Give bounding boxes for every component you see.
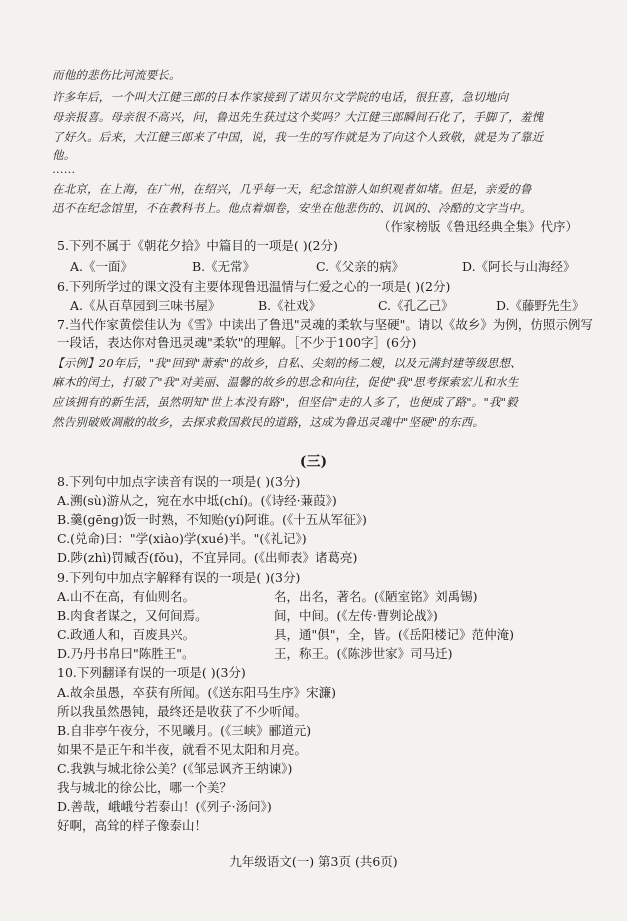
question-7-stem: 7.当代作家黄偿佳认为《雪》中读出了鲁迅"灵魂的柔软与坚硬"。请以《故乡》为例，仿照示例写: [57, 317, 593, 332]
question-8-option[interactable]: D.陟(zhì)罚臧否(fǒu)，不宜异同。(《出师表》诸葛亮): [57, 550, 358, 565]
question-9-option-d[interactable]: D.乃丹书帛曰"陈胜王"。: [57, 646, 195, 661]
question-5-option-a[interactable]: A.《一面》: [70, 259, 134, 274]
passage-line: 在北京，在上海，在广州，在绍兴，几乎每一天，纪念馆游人如织观者如堵。但是，亲爱的鲁: [52, 182, 532, 196]
question-10-translation: 所以我虽然愚钝，最终还是收获了不少听闻。: [57, 704, 308, 719]
question-6-option-b[interactable]: B.《社戏》: [258, 298, 322, 313]
passage-line: 而他的悲伤比河流要长。: [52, 68, 181, 82]
question-5-option-c[interactable]: C.《父亲的病》: [316, 259, 405, 274]
question-9-stem: 9.下列句中加点字解释有误的一项是( )(3分): [57, 570, 301, 585]
question-6-option-a[interactable]: A.《从百草园到三味书屋》: [70, 298, 221, 313]
passage-line: 他。: [52, 148, 76, 162]
question-10-translation: 如果不是正午和半夜，就看不见太阳和月亮。: [57, 742, 308, 757]
question-7-example: 【示例】20年后，"我"回到"萧索"的故乡，自私、尖刻的杨二嫂，以及元满封建等级思想、: [52, 356, 522, 370]
question-9-option-c[interactable]: C.政通人和，百废具兴。: [57, 627, 196, 642]
question-7-example: 麻木的闰土，打破了"我"对美丽、温馨的故乡的思念和向往，促使"我"思考探索宏儿和水生: [52, 375, 519, 389]
question-5-stem: 5.下列不属于《朝花夕拾》中篇目的一项是( )(2分): [57, 238, 338, 253]
question-10-option[interactable]: B.自非亭午夜分，不见曦月。(《三峡》郦道元): [57, 723, 312, 738]
question-7-stem: 一段话，表达你对鲁迅灵魂"柔软"的理解。［不少于100字］(6分): [57, 335, 417, 350]
question-10-option[interactable]: A.故余虽愚，卒获有所闻。(《送东阳马生序》宋濂): [57, 685, 337, 700]
question-9-explanation: 具，通"俱"，全，皆。(《岳阳楼记》范仲淹): [274, 627, 515, 642]
question-7-example: 应该拥有的新生活，虽然明知"世上本没有路"，但坚信"走的人多了，也便成了路"。"我"毅: [52, 395, 518, 409]
question-5-option-b[interactable]: B.《无常》: [192, 259, 256, 274]
question-10-option[interactable]: C.我孰与城北徐公美？(《邹忌讽齐王纳谏》): [57, 761, 293, 776]
question-9-explanation: 间，中间。(《左传·曹刿论战》): [274, 608, 438, 623]
question-8-option[interactable]: A.溯(sù)游从之，宛在水中坻(chí)。(《诗经·蒹葭》): [57, 493, 337, 508]
question-10-translation: 好啊，高耸的样子像泰山！: [57, 818, 208, 833]
question-6-option-d[interactable]: D.《藤野先生》: [496, 298, 585, 313]
passage-line: 许多年后，一个叫大江健三郎的日本作家接到了诺贝尔文学院的电话，很狂喜，急切地向: [52, 90, 509, 104]
question-9-explanation: 名，出名，著名。(《陋室铭》刘禹锡): [274, 589, 478, 604]
question-9-option-a[interactable]: A.山不在高，有仙则名。: [57, 589, 196, 604]
question-6-stem: 6.下列所学过的课文没有主要体现鲁迅温情与仁爱之心的一项是( )(2分): [57, 279, 451, 294]
question-10-translation: 我与城北的徐公比，哪一个美？: [57, 780, 233, 795]
question-7-example: 然告别破败凋敝的故乡，去探求救国救民的道路，这成为鲁迅灵魂中"坚硬"的东西。: [52, 415, 485, 429]
question-8-option[interactable]: C.(兑命)曰："学(xiào)学(xué)半。"(《礼记》): [57, 531, 307, 546]
passage-line: ……: [52, 162, 76, 176]
question-10-stem: 10.下列翻译有误的一项是( )(3分): [57, 665, 246, 680]
passage-line: 迅不在纪念馆里，不在教科书上。他点着烟卷，安坐在他悲伤的、讥讽的、冷酷的文字当中。: [52, 201, 532, 215]
question-8-option[interactable]: B.羹(gēng)饭一时熟，不知贻(yí)阿谁。(《十五从军征》): [57, 512, 367, 527]
question-9-explanation: 王，称王。(《陈涉世家》司马迁): [274, 646, 453, 661]
question-5-option-d[interactable]: D.《阿长与山海经》: [462, 259, 576, 274]
page-footer: 九年级语文(一) 第3页 (共6页): [229, 854, 398, 869]
passage-line: 母亲报喜。母亲很不高兴，问，鲁迅先生获过这个奖吗？大江健三郎瞬间石化了，手脚了，羞愧: [52, 110, 544, 124]
question-9-option-b[interactable]: B.肉食者谋之，又何间焉。: [57, 608, 208, 623]
question-8-stem: 8.下列句中加点字读音有误的一项是( )(3分): [57, 474, 301, 489]
source-note: （作家榜版《鲁迅经典全集》代序）: [378, 219, 579, 234]
section-title: (三): [299, 454, 328, 470]
question-6-option-c[interactable]: C.《孔乙己》: [378, 298, 454, 313]
question-10-option[interactable]: D.善哉，峨峨兮若泰山！(《列子·汤问》): [57, 799, 272, 814]
passage-line: 了好久。后来，大江健三郎来了中国，说，我一生的写作就是为了向这个人致敬，就是为了靠近: [52, 130, 544, 144]
